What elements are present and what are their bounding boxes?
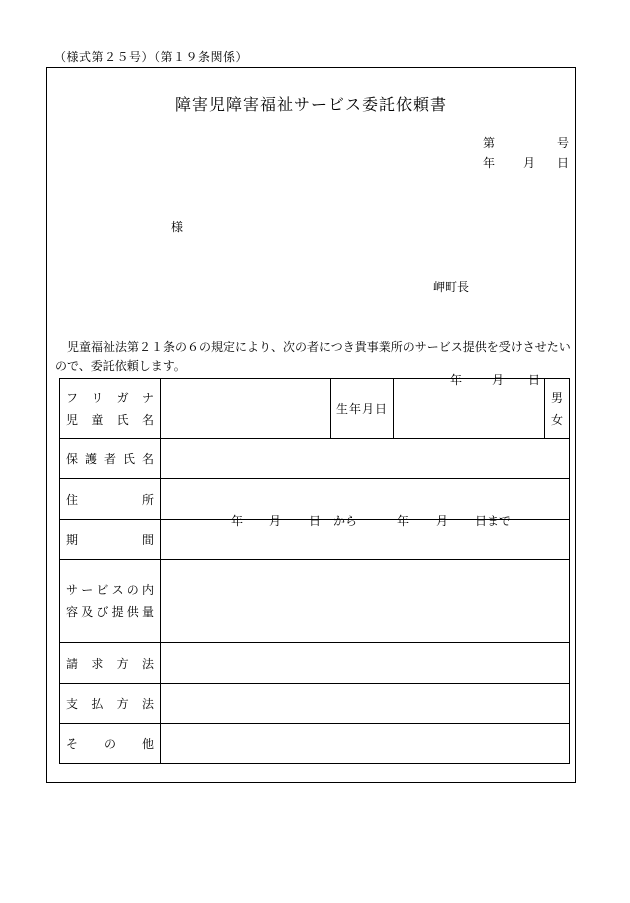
service-label: サ ー ビ ス の 内 容 及 び 提 供 量 <box>60 560 161 643</box>
payment-row <box>60 684 570 724</box>
addressee-suffix: 様 <box>171 220 184 234</box>
number-prefix: 第 <box>483 136 496 150</box>
form-frame <box>46 67 576 783</box>
date-month: 月 <box>523 156 536 170</box>
service-row <box>60 560 570 643</box>
guardian-row <box>60 439 570 479</box>
child-name-label: 児 童 氏 名 <box>66 412 154 427</box>
payment-label: 支 払 方 法 <box>60 684 161 724</box>
billing-field[interactable] <box>161 643 570 684</box>
period-row <box>60 520 570 560</box>
payment-field[interactable] <box>161 684 570 724</box>
child-name-field[interactable] <box>161 379 331 439</box>
address-label: 住 所 <box>60 479 161 520</box>
period-label: 期 間 <box>60 520 161 560</box>
child-name-label-cell <box>60 379 161 439</box>
sender-name: 岬町長 <box>433 280 470 294</box>
sex-female: 女 <box>550 412 563 427</box>
date-year: 年 <box>483 156 496 170</box>
child-row <box>60 379 570 439</box>
other-row <box>60 724 570 764</box>
other-field[interactable] <box>161 724 570 764</box>
sex-male: 男 <box>550 390 563 405</box>
number-suffix: 号 <box>556 136 569 150</box>
request-body-text: 児童福祉法第２１条の６の規定により、次の者につき貴事業所のサービス提供を受けさせたいので、委託依頼します。 <box>55 340 571 373</box>
date-day: 日 <box>556 156 569 170</box>
dob-field[interactable]: 年 月 日 <box>394 379 545 439</box>
form-number-label: （様式第２５号）（第１９条関係） <box>54 50 249 64</box>
billing-row <box>60 643 570 684</box>
period-field[interactable]: 年 月 日 から 年 月 日まで <box>161 520 570 560</box>
billing-label: 請 求 方 法 <box>60 643 161 684</box>
guardian-name-field[interactable] <box>161 439 570 479</box>
other-label: そ の 他 <box>60 724 161 764</box>
sex-field[interactable] <box>545 379 570 439</box>
service-field[interactable] <box>161 560 570 643</box>
dob-label: 生年月日 <box>331 379 394 439</box>
document-title: 障害児障害福祉サービス委託依頼書 <box>174 95 447 114</box>
request-table <box>59 373 570 764</box>
furigana-label: フ リ ガ ナ <box>66 390 154 405</box>
guardian-label: 保 護 者 氏 名 <box>60 439 161 479</box>
